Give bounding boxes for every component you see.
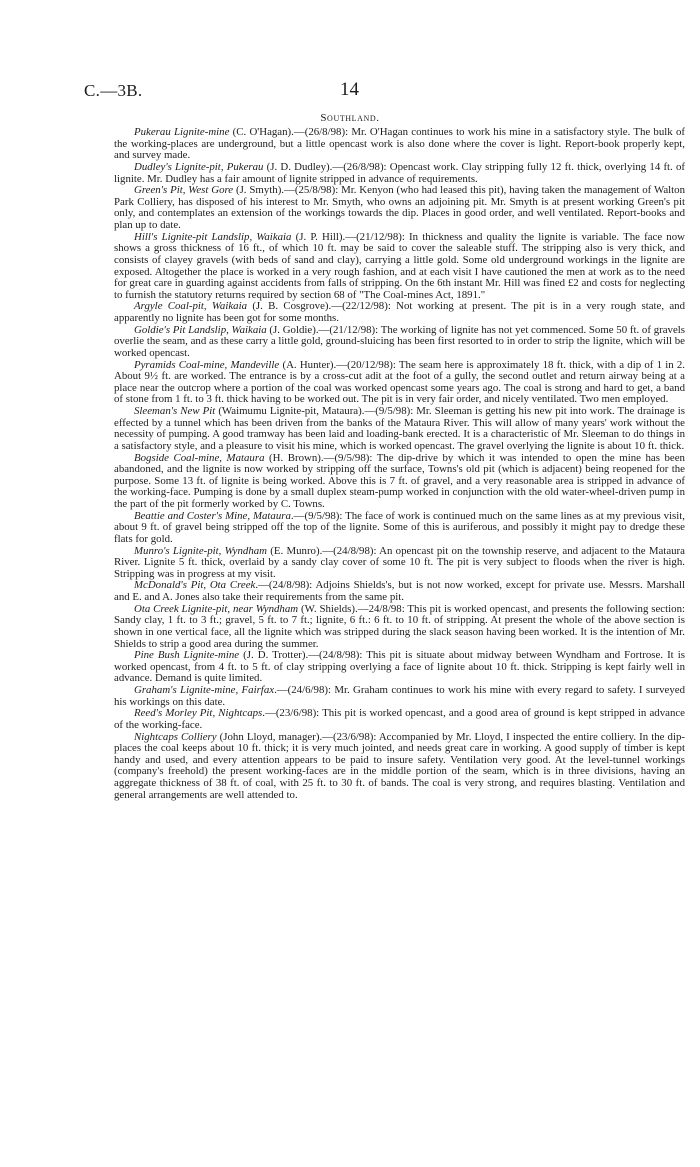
entry-text: (W. Shields).—24/8/98: This pit is worked opencast, and presents the following section: Sandy clay, 1 ft. to 3 ft.; gravel, 5 ft. to 7 ft.; lignite, 6 ft.: 6 ft. to 10 ft. of stripping. At present the whole of the above section is shown in one vertical face, all the lignite which was stripped during the slack season having been worked. It is the intention of Mr. Shields to strip a good area during the summer.	[114, 602, 685, 650]
document-reference: C.—3B.	[84, 81, 143, 100]
entry-text: (C. O'Hagan).—(26/8/98): Mr. O'Hagan continues to work his mine in a satisfactory style. The bulk of the working-places are underground, but a little opencast work is also done where the cover is light. Report-book properly kept, and survey made.	[114, 126, 685, 162]
entry-paragraph	[114, 708, 685, 731]
mine-name: Goldie's Pit Landslip, Waikaia	[134, 323, 267, 336]
entry-text: (J. B. Cosgrove).—(22/12/98): Not working at present. The pit is in a very rough state, and apparently no lignite has been got for some months.	[114, 300, 685, 324]
mine-name: Pukerau Lignite-mine	[134, 126, 230, 138]
entry-text: .—(9/5/98): The face of work is continued much on the same lines as at my previous visit, about 9 ft. of gravel being stripped off the top of the lignite. Some of this is auriferous, and possibly it might pay to dredge these flats for gold.	[114, 509, 685, 545]
entry-text: (J. D. Trotter).—(24/8/98): This pit is situate about midway between Wyndham and Fortrose. It is worked opencast, from 4 ft. to 5 ft. of clay stripping overlying a face of lignite about 10 ft. thick. Stripping is kept fairly well in advance. Demand is quite limited.	[114, 649, 685, 685]
mine-name: Munro's Lignite-pit, Wyndham	[134, 544, 268, 557]
entry-text: (H. Brown).—(9/5/98): The dip-drive by which it was intended to open the mine has been abandoned, and the lignite is now worked by stripping off the surface, Towns's old pit (which is adjacent) being reopened for the purpose. Some 13 ft. of lignite is being worked. Above this is 7 ft. of gravel, and a very reasonable area is stripped in advance of the working-face. Pumping is done by a small duplex steam-pump worked in conjunction with the old water-wheel-driven pump in the part of the pit formerly worked by C. Towns.	[114, 451, 685, 510]
entry-paragraph	[114, 360, 685, 407]
entry-paragraph	[114, 650, 685, 685]
entry-paragraph	[114, 232, 685, 302]
mine-name: Dudley's Lignite-pit, Pukerau	[134, 160, 264, 173]
mine-name: Sleeman's New Pit	[134, 405, 216, 417]
entry-paragraph	[114, 453, 685, 511]
entry-text: .—(24/8/98): Adjoins Shields's, but is not now worked, except for private use. Messrs. Marshall and E. and A. Jones also take their requirements from the same pit.	[114, 579, 685, 603]
entry-text: (A. Hunter).—(20/12/98): The seam here is approximately 18 ft. thick, with a dip of 1 in 2. About 9½ ft. are worked. The entrance is by a cross-cut adit at the foot of a gully, the second outlet and return airway being at a place near the outcrop where a portion of the coal was worked opencast some years ago. The coal is strong and hard to get, a band of stone from 1 ft. to 3 ft. thick having to be worked out. The pit is in very fair order, and nicely ventilated. Two men employed.	[114, 358, 685, 406]
mine-name: Green's Pit, West Gore	[134, 184, 234, 197]
entry-text: (J. Smyth).—(25/8/98): Mr. Kenyon (who had leased this pit), having taken the management of Walton Park Colliery, has disposed of his interest to Mr. Smyth, who owns an adjoining pit. Mr. Smyth is at present working Green's pit only, and contemplates an extension of the workings towards the dip. Places in good order, and well ventilated. Report-books and plan up to date.	[114, 184, 685, 231]
entry-text: (J. D. Dudley).—(26/8/98): Opencast work. Clay stripping fully 12 ft. thick, overlying 14 ft. of lignite. Mr. Dudley has a fair amount of lignite stripped in advance of requirements.	[114, 160, 685, 185]
entry-paragraph	[114, 511, 685, 546]
entry-text: (J. P. Hill).—(21/12/98): In thickness and quality the lignite is variable. The face now shows a gross thickness of 16 ft., of which 10 ft. may be said to cover the saleable stuff. The stripping also is very thick, and consists of clayey gravels (with beds of sand and clay), carrying a little gold. Some old underground workings in the lignite are exposed. Altogether the place is worked in a very rough fashion, and at each visit I have cautioned the men at work as to the need for great care in guarding against accidents from falls of stripping. On the 6th instant Mr. Hill was fined £2 and costs for neglecting to furnish the statutory returns required by section 68 of "The Coal-mines Act, 1891."	[114, 230, 685, 301]
entry-text: (John Lloyd, manager).—(23/6/98): Accompanied by Mr. Lloyd, I inspected the entire colliery. In the dip-places the coal keeps about 10 ft. thick; it is very much jointed, and needs great care in working. A good supply of timber is kept handy and used, and every attention appears to be paid to insure safety. Ventilation very good. At the level-tunnel workings (company's freehold) the present working-faces are in the middle portion of the seam, which is in three divisions, having an aggregate thickness of 38 ft. of coal, with 25 ft. to 30 ft. of bands. The coal is very strong, and requires blasting. Ventilation and general arrangements are well attended to.	[114, 730, 686, 801]
mine-name: Graham's Lignite-mine, Fairfax	[134, 684, 275, 696]
mine-name: Nightcaps Colliery	[134, 730, 217, 743]
entry-text: (Waimumu Lignite-pit, Mataura).—(9/5/98): Mr. Sleeman is getting his new pit into work. The drainage is effected by a tunnel which has been driven from the banks of the Mataura River. This will allow of many years' work without the necessity of pumping. A good tramway has been laid and loading-bank erected. It is a characteristic of Mr. Sleeman to do things in a satisfactory style, and a pleasure to visit his mine, which is worked opencast. The gravel overlying the lignite is about 10 ft. thick.	[114, 405, 685, 452]
entry-paragraph	[114, 127, 685, 162]
entry-paragraph	[114, 685, 685, 708]
mine-name: Argyle Coal-pit, Waikaia	[134, 300, 248, 313]
mine-name: Hill's Lignite-pit Landslip, Waikaia	[134, 230, 292, 243]
entry-paragraph	[114, 546, 685, 581]
entry-paragraph	[114, 301, 685, 324]
mine-name: McDonald's Pit, Ota Creek	[134, 579, 256, 592]
entry-text: (J. Goldie).—(21/12/98): The working of lignite has not yet commenced. Some 50 ft. of gravels overlie the seam, and as these carry a little gold, ground-sluicing has been first resorted to in order to strip the lignite, which will be worked opencast.	[114, 323, 686, 359]
page-header	[84, 81, 624, 103]
mine-name: Beattie and Coster's Mine, Mataura	[134, 509, 291, 522]
mine-name: Pine Bush Lignite-mine	[134, 649, 240, 662]
entry-text: .—(24/6/98): Mr. Graham continues to work his mine with every regard to safety. I surveyed his workings on this date.	[114, 684, 685, 708]
report-body	[114, 127, 685, 801]
entry-text: .—(23/6/98): This pit is worked opencast, and a good area of ground is kept stripped in advance of the working-face.	[114, 707, 685, 731]
entry-paragraph	[114, 580, 685, 603]
entry-paragraph	[114, 185, 685, 232]
mine-name: Bogside Coal-mine, Mataura	[134, 451, 265, 464]
entry-text: (E. Munro).—(24/8/98): An opencast pit on the township reserve, and adjacent to the Mataura River. Lignite 5 ft. thick, overlaid by a sandy clay cover of some 10 ft. The pit is very subject to floods when the river is high. Stripping was in progress at my visit.	[114, 544, 685, 580]
entry-paragraph	[114, 162, 685, 185]
mine-name: Pyramids Coal-mine, Mandeville	[134, 358, 280, 371]
entry-paragraph	[114, 732, 685, 802]
mine-name: Ota Creek Lignite-pit, near Wyndham	[134, 602, 299, 615]
section-heading: Southland.	[320, 112, 380, 124]
page-number: 14	[340, 79, 359, 100]
entry-paragraph	[114, 406, 685, 453]
entry-paragraph	[114, 325, 685, 360]
mine-name: Reed's Morley Pit, Nightcaps	[134, 707, 263, 720]
entry-paragraph	[114, 604, 685, 651]
